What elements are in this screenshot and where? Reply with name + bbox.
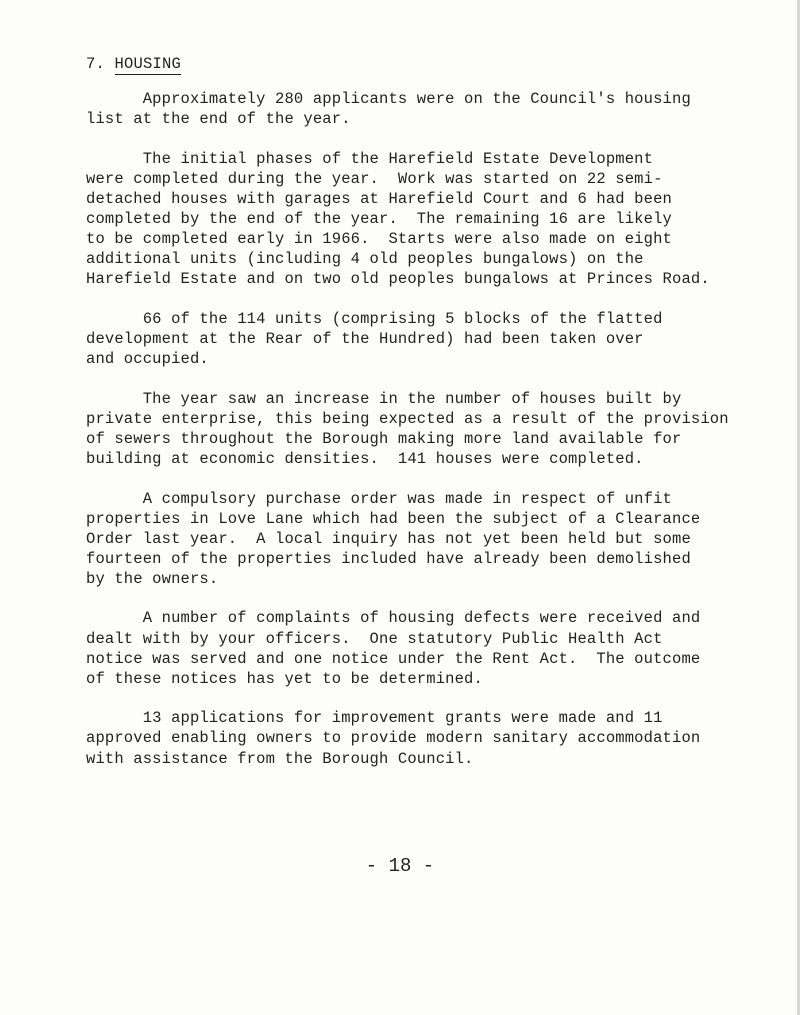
text-line: notice was served and one notice under the Rent Act. The outcome [86, 649, 701, 668]
text-line: 13 applications for improvement grants were made and 11 [86, 709, 663, 728]
text-line: by the owners. [86, 569, 219, 588]
text-line: list at the end of the year. [86, 110, 351, 129]
heading-title: HOUSING [114, 55, 182, 73]
paragraph-harefield-estate [86, 149, 786, 290]
text-line: Harefield Estate and on two old peoples bungalows at Princes Road. [86, 270, 710, 289]
text-line: properties in Love Lane which had been the subject of a Clearance [86, 509, 701, 528]
page-number: - 18 - [365, 855, 435, 877]
text-line: The initial phases of the Harefield Estate Development [86, 149, 654, 168]
paragraph-flatted-development [86, 309, 786, 369]
text-line: The year saw an increase in the number of houses built by [86, 389, 682, 408]
text-line: additional units (including 4 old peoples bungalows) on the [86, 250, 644, 269]
text-line: building at economic densities. 141 houses were completed. [86, 449, 644, 468]
text-line: completed by the end of the year. The remaining 16 are likely [86, 209, 672, 228]
text-line: detached houses with garages at Harefield Court and 6 had been [86, 189, 672, 208]
text-line: Approximately 280 applicants were on the Council's housing [86, 90, 691, 108]
paragraph-compulsory-purchase [86, 489, 786, 589]
text-line: Order last year. A local inquiry has not yet been held but some [86, 529, 691, 548]
text-line: and occupied. [86, 350, 209, 369]
text-line: fourteen of the properties included have already been demolished [86, 549, 691, 568]
text-line: A compulsory purchase order was made in respect of unfit [86, 489, 672, 508]
text-line: 66 of the 114 units (comprising 5 blocks of the flatted [86, 309, 663, 328]
paragraph-housing-defects [86, 608, 786, 688]
text-line: with assistance from the Borough Council. [86, 749, 474, 768]
paragraph-improvement-grants [86, 708, 786, 768]
text-line: development at the Rear of the Hundred) had been taken over [86, 329, 644, 348]
text-line: to be completed early in 1966. Starts were also made on eight [86, 230, 672, 249]
text-line: dealt with by your officers. One statutory Public Health Act [86, 629, 663, 648]
text-line: A number of complaints of housing defects were received and [86, 609, 701, 628]
paragraph-private-enterprise [86, 389, 786, 469]
text-line: private enterprise, this being expected as a result of the provision [86, 409, 729, 428]
text-line: approved enabling owners to provide modern sanitary accommodation [86, 729, 701, 748]
section-heading [86, 55, 181, 75]
text-line: were completed during the year. Work was started on 22 semi- [86, 169, 663, 188]
heading-number: 7. [86, 55, 106, 73]
paragraph-applicants [86, 89, 786, 129]
body-text [86, 89, 786, 788]
text-line: of sewers throughout the Borough making more land available for [86, 429, 682, 448]
text-line: of these notices has yet to be determined. [86, 669, 483, 688]
